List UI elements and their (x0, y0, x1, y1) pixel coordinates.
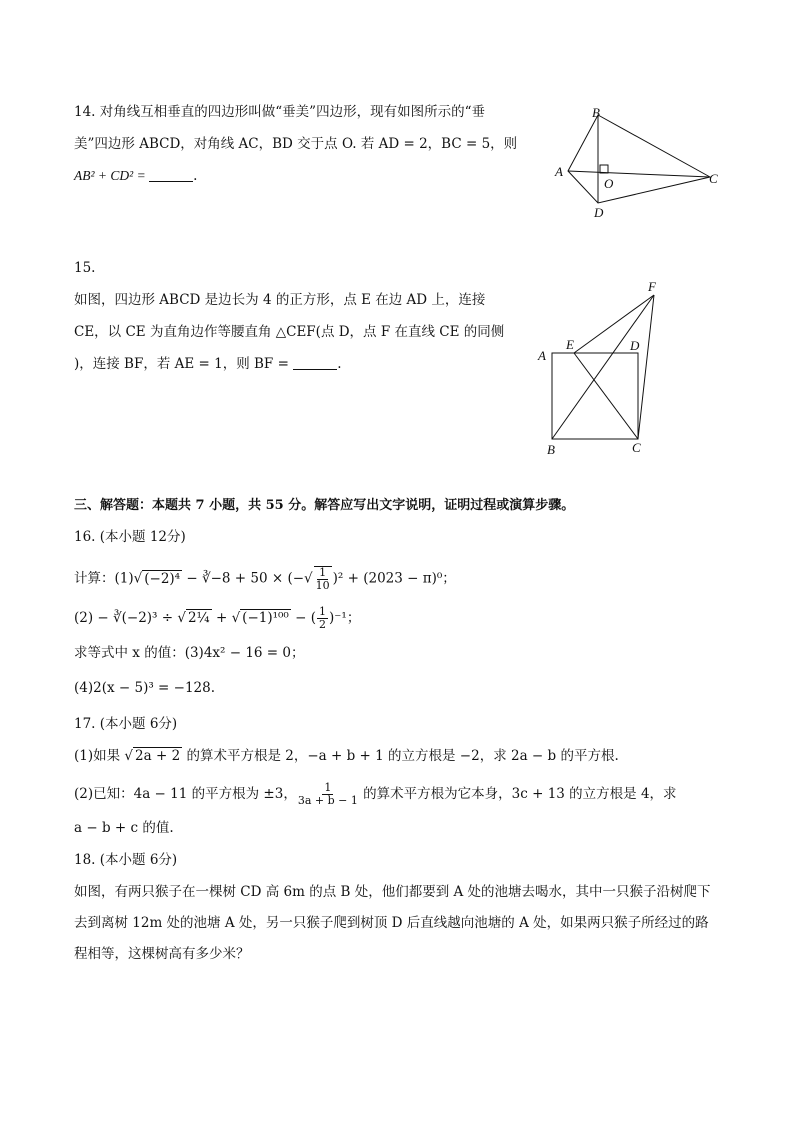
q16-part3: 求等式中 x 的值：(3)4x² − 16 = 0； (74, 645, 305, 661)
q16-p1-mid: − ∛−8 + 50 × (− (182, 570, 305, 587)
q15-label-D: D (630, 338, 640, 353)
q15-label-C: C (632, 440, 641, 455)
q18-line3: 程相等，这棵树高有多少米？ (74, 946, 250, 962)
q16-p2-minus: − ( (290, 610, 317, 626)
q16-part1: 计算：(1)√ (−2)⁴ − ∛−8 + 50 × (−√ $\frac{1}{10}$ )² + (2023 − π)⁰； (74, 566, 456, 592)
q17-p2-prefix: (2)已知：4a − 11 的平方根为 ±3， (74, 786, 297, 802)
q15-label-A: A (538, 348, 546, 363)
q14-expression: AB² + CD² = (74, 168, 150, 183)
q15-line3 (74, 354, 342, 374)
q17-p2-frac-den: 3a + b − 1 (297, 794, 358, 807)
q15-figure (530, 278, 670, 460)
q14-label-A: A (555, 164, 563, 179)
q16-p2-frac-num: 1 (319, 605, 327, 618)
q17-p1-text: 的算术平方根是 2，−a + b + 1 的立方根是 −2，求 2a − b 的平方根. (182, 748, 619, 764)
section-3-title: 三、解答题：本题共 7 小题，共 55 分。解答应写出文字说明，证明过程或演算步骤。 (74, 498, 575, 513)
q18-head: 18. (本小题 6分) (74, 852, 178, 868)
q16-p1-frac-num: 1 (319, 566, 327, 579)
q14-figure (548, 100, 728, 225)
q18-line2: 去到离树 12m 处的池塘 A 处，另一只猴子爬到树顶 D 后直线越向池塘的 A 处，如果两只猴子所经过的路 (74, 915, 709, 931)
q16-p1-prefix: 计算：(1) (74, 570, 134, 587)
q16-p2-sqrt2: (−1)¹⁰⁰ (242, 610, 289, 626)
q15-period: . (337, 356, 342, 372)
q17-part2 (74, 782, 677, 807)
q16-p1-end: )² + (2023 − π)⁰； (332, 570, 456, 587)
q16-p2-frac (317, 606, 328, 631)
q14-line2: 美”四边形 ABCD，对角线 AC，BD 交于点 O. 若 AD = 2，BC = 5，则 (74, 136, 518, 152)
q14-label-O: O (604, 176, 614, 191)
q16-head: 16. (本小题 12分) (74, 529, 186, 545)
q14-label-B: B (592, 105, 600, 120)
q15-line3-text: )，连接 BF，若 AE = 1，则 BF = (74, 356, 294, 372)
q17-p1-sqrt: 2a + 2 (135, 748, 181, 764)
q15-label-F: F (648, 279, 656, 294)
q17-p2-frac-num: 1 (324, 781, 332, 794)
q17-p2-text: 的算术平方根为它本身，3c + 13 的立方根是 4，求 (358, 786, 677, 802)
q18-line1: 如图，有两只猴子在一棵树 CD 高 6m 的点 B 处，他们都要到 A 处的池塘去喝水，其中一只猴子沿树爬下 (74, 884, 711, 900)
q17-head: 17. (本小题 6分) (74, 716, 178, 732)
q15-answer-blank (293, 355, 337, 370)
q16-p2-end: )⁻¹； (329, 610, 361, 626)
q15-label-E: E (566, 337, 574, 352)
q14-label-D: D (594, 205, 604, 220)
q15-line1: 如图，四边形 ABCD 是边长为 4 的正方形，点 E 在边 AD 上，连接 (74, 292, 486, 308)
q15-label-B: B (547, 442, 555, 457)
q16-part4: (4)2(x − 5)³ = −128. (74, 680, 216, 696)
q15-line2: CE，以 CE 为直角边作等腰直角 △CEF(点 D，点 F 在直线 CE 的同侧 (74, 324, 505, 340)
q16-p2-prefix: (2) − ∛(−2)³ ÷ (74, 610, 178, 626)
q16-part2: (2) − ∛(−2)³ ÷ √ 2¼ + √ (−1)¹⁰⁰ − ( $\frac{1}{2}$ )⁻¹； (74, 605, 361, 631)
q16-p2-plus: + (211, 610, 232, 626)
q14-period: . (193, 168, 198, 184)
q14-line1: 14. 对角线互相垂直的四边形叫做“垂美”四边形，现有如图所示的“垂 (74, 104, 485, 120)
q17-part1: (1)如果 √ 2a + 2 的算术平方根是 2，−a + b + 1 的立方根是 −2，求 2a − b 的平方根. (74, 748, 619, 764)
q16-p1-frac (314, 566, 332, 592)
q14-label-C: C (709, 171, 718, 186)
q17-part3: a − b + c 的值. (74, 820, 174, 836)
q15-number: 15. (74, 260, 96, 276)
q17-p2-frac (298, 782, 358, 807)
q17-p1-prefix: (1)如果 (74, 748, 125, 764)
q16-p1-sqrt: (−2)⁴ (144, 570, 181, 587)
q14-answer-blank (149, 167, 193, 182)
q16-p2-frac-den: 2 (319, 618, 327, 631)
q16-p2-sqrt1: 2¼ (187, 610, 210, 626)
q16-p1-frac-den: 10 (315, 579, 330, 592)
q14-line3 (74, 166, 197, 186)
